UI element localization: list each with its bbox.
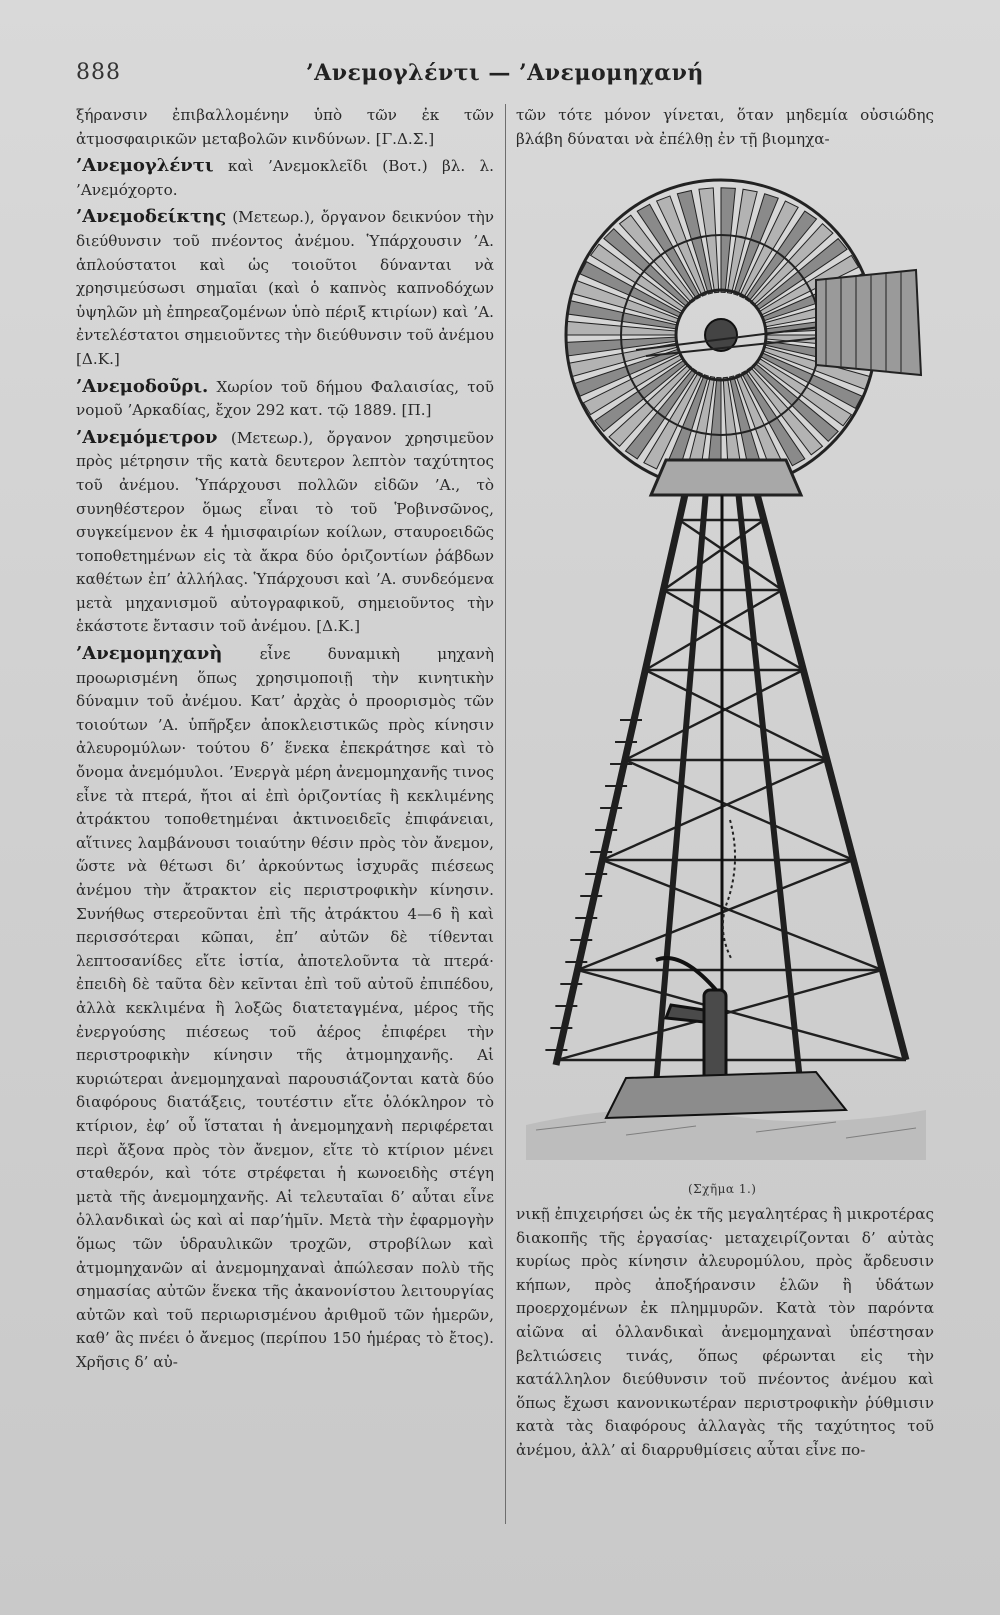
platform xyxy=(651,460,801,495)
page-number: 888 xyxy=(76,60,121,85)
figure-caption: (Σχῆμα 1.) xyxy=(688,1182,757,1196)
entry-continuation-right: τῶν τότε μόνον γίνεται, ὅταν μηδεμία οὐσιώδης βλάβη δύναται νὰ ἐπέλθῃ ἐν τῇ βιομηχα- xyxy=(516,106,934,148)
entry-anemodouri xyxy=(76,375,494,423)
entry-text: ξήρανσιν ἐπιβαλλομένην ὑπὸ τῶν ἐκ τῶν ἀτμοσφαιρικῶν μεταβολῶν κινδύνων. [Γ.Δ.Σ.] xyxy=(76,106,494,148)
entry-headword: ’Ανεμοδείκτης xyxy=(76,206,227,228)
running-head: ’Ανεμογλέντι — ’Ανεμομηχανή xyxy=(306,60,704,86)
entry-headword: ’Ανεμογλέντι xyxy=(76,155,214,177)
right-column-bottom xyxy=(516,1203,934,1466)
entry-continuation-right-bottom: νικῇ ἐπιχειρήσει ὡς ἐκ τῆς μεγαλητέρας ἢ μικροτέρας διακοπῆς τῆς ἐργασίας· μεταχειρίζονται δ’ αὐτὰς κυρίως πρὸς κίνησιν ἀλευρομύλου, πρὸς ἄρδευσιν κήπων, πρὸς ἀποξήρανσιν ἑλῶν ἢ ὑδάτων προερχομένων ἐκ πλημμυρῶν. Κατὰ τὸν παρόντα αἰῶνα αἱ ὁλλανδικαὶ ἀνεμομηχαναὶ ὑπέστησαν βελτιώσεις τινάς, ὅπως φέρωνται εἰς τὴν κατάλληλον διεύθυνσιν τοῦ πνέοντος ἀνέμου καὶ ὅπως ἔχωσι κανονικωτέραν περιστροφικὴν ῥύθμισιν κατὰ τὰς διαφόρους ἀλλαγὰς τῆς ταχύτητος τοῦ ἀνέμου, ἀλλ’ αἱ διαρρυθμίσεις αὗται εἶνε πο- xyxy=(516,1205,934,1459)
entry-continuation xyxy=(76,104,494,151)
entry-anemomichani xyxy=(76,642,494,1374)
entry-headword: ’Ανεμοδοῦρι. xyxy=(76,375,209,397)
right-column-top xyxy=(516,104,934,154)
water-pump xyxy=(606,495,846,1118)
entry-text: (Μετεωρ.), ὄργανον δεικνύον τὴν διεύθυνσιν τοῦ πνέοντος ἀνέμου. Ὑπάρχουσιν ’Α. ἁπλούστατοι καὶ ὡς τοιοῦτοι δύνανται νὰ χρησιμεύσωσι σημαῖαι (καὶ ὁ καπνὸς καπνοδόχων ὑψηλῶν μὴ ἐπηρεαζομένων ὑπὸ πέριξ κτιρίων) καὶ ’Α. ἐντελέστατοι σημειοῦντες τὴν διεύθυνσιν τοῦ ἀνέμου [Δ.Κ.] xyxy=(76,208,495,368)
entry-anemometron xyxy=(76,426,494,639)
entry-text: Χωρίον τοῦ δήμου Φαλαισίας, τοῦ νομοῦ ’Αρκαδίας, ἔχον 292 κατ. τῷ 1889. [Π.] xyxy=(76,377,494,420)
entry-headword: ’Ανεμόμετρον xyxy=(76,426,218,448)
column-divider xyxy=(505,104,506,1524)
entry-text: εἶνε δυναμικὴ μηχανὴ προωρισμένη ὅπως χρησιμοποιῇ τὴν κινητικὴν δύναμιν τοῦ ἀνέμου. Κατ’ ἀρχὰς ὁ προορισμὸς τῶν τοιούτων ’Α. ὑπῆρξεν ἀποκλειστικῶς πρὸς κίνησιν ἀλευρομύλων· τούτου δ’ ἕνεκα ἐπεκράτησε καὶ τὸ ὄνομα ἀνεμόμυλοι. ’Ενεργὰ μέρη ἀνεμομηχανῆς τινος εἶνε τὰ πτερά, ἤτοι αἱ ἐπὶ ὁριζοντίας ἢ κεκλιμένης ἀτράκτου τοποθετημέναι ἀκτινοειδεῖς ἐπιφάνειαι, αἵτινες λαμβάνουσι τοιαύτην θέσιν πρὸς τὸν ἄνεμον, ὥστε νὰ θέτωσι δι’ ἀρκούντως ἰσχυρᾶς πιέσεως ἀνέμου τὴν ἄτρακτον εἰς περιστροφικὴν κίνησιν. Συνήθως στερεοῦνται ἐπὶ τῆς ἀτράκτου 4—6 ἢ καὶ περισσότεραι κῶπαι, ἐπ’ αὐτῶν δὲ τίθενται λεπτοσανίδες εἴτε ἱστία, ἀποτελοῦντα τὰ πτερά· ἐπειδὴ δὲ ταῦτα δὲν κεῖνται ἐπὶ τοῦ αὐτοῦ ἐπιπέδου, ἀλλὰ κεκλιμένα ἢ λοξῶς διατεταγμένα, μέρος τῆς ἐνεργούσης πιέσεως τοῦ ἀέρος ἐπιφέρει τὴν περιστροφικὴν κίνησιν τῆς ἀτμομηχανῆς. Αἱ κυριώτεραι ἀνεμομηχαναὶ παρουσιάζονται κατὰ δύο διαφόρους διατάξεις, τουτέστιν εἴτε ὁλόκληρον τὸ κτίριον, ἐφ’ οὗ ἵσταται ἡ ἀνεμομηχανὴ περιφέρεται περὶ ἄξονα πρὸς τὸν ἄνεμον, εἴτε τὸ κτίριον μένει σταθερόν, καὶ τότε στρέφεται ἡ κωνοειδὴς στέγη μετὰ τῆς ἀνεμομηχανῆς. Αἱ τελευταῖαι δ’ αὗται εἶνε ὁλλανδικαὶ ὡς καὶ αἱ παρ’ἡμῖν. Μετὰ τὴν ἐφαρμογὴν ὅμως τῶν ὑδραυλικῶν τροχῶν, στροβίλων καὶ ἀτμομηχανῶν αἱ ἀνεμομηχαναὶ ἀπώλεσαν πολὺ τῆς σημασίας αὐτῶν ἕνεκα τῆς ἀκανονίστου λειτουργίας αὐτῶν καὶ τοῦ περιωρισμένου ἀριθμοῦ τῶν ἡμερῶν, καθ’ ἃς πνέει ὁ ἄνεμος (περίπου 150 ἡμέρας τὸ ἔτος). Χρῆσις δ’ αὐ- xyxy=(76,645,494,1371)
windmill-illustration-icon xyxy=(516,160,936,1160)
windmill-figure xyxy=(516,160,936,1160)
entry-text: καὶ ’Ανεμοκλεῖδι (Βοτ.) βλ. λ. ’Ανεμόχορτο. xyxy=(76,157,495,199)
entry-anemoglenti xyxy=(76,154,494,202)
left-column xyxy=(76,104,494,1377)
entry-anemodeiktis xyxy=(76,205,494,371)
entry-text: (Μετεωρ.), ὄργανον χρησιμεῦον πρὸς μέτρησιν τῆς κατὰ δευτερον λεπτὸν ταχύτητος τοῦ ἀνέμου. Ὑπάρχουσι πολλῶν εἰδῶν ’Α., τὸ συνηθέστερον ὅμως εἶναι τὸ τοῦ Ῥοβινσῶνος, συγκείμενον ἐκ 4 ἡμισφαιρίων κοίλων, σταυροειδῶς τοποθετημένων εἰς τὰ ἄκρα δύο ὁριζοντίων ῥάβδων καθέτων ἐπ’ ἀλλήλας. Ὑπάρχουσι καὶ ’Α. συνδεόμενα μετὰ μηχανισμοῦ αὐτογραφικοῦ, σημειοῦντος τὴν ἑκάστοτε ἔντασιν τοῦ ἀνέμου. [Δ.Κ.] xyxy=(76,428,494,636)
page-header xyxy=(0,58,1000,92)
entry-headword: ’Ανεμομηχανὴ xyxy=(76,643,223,665)
